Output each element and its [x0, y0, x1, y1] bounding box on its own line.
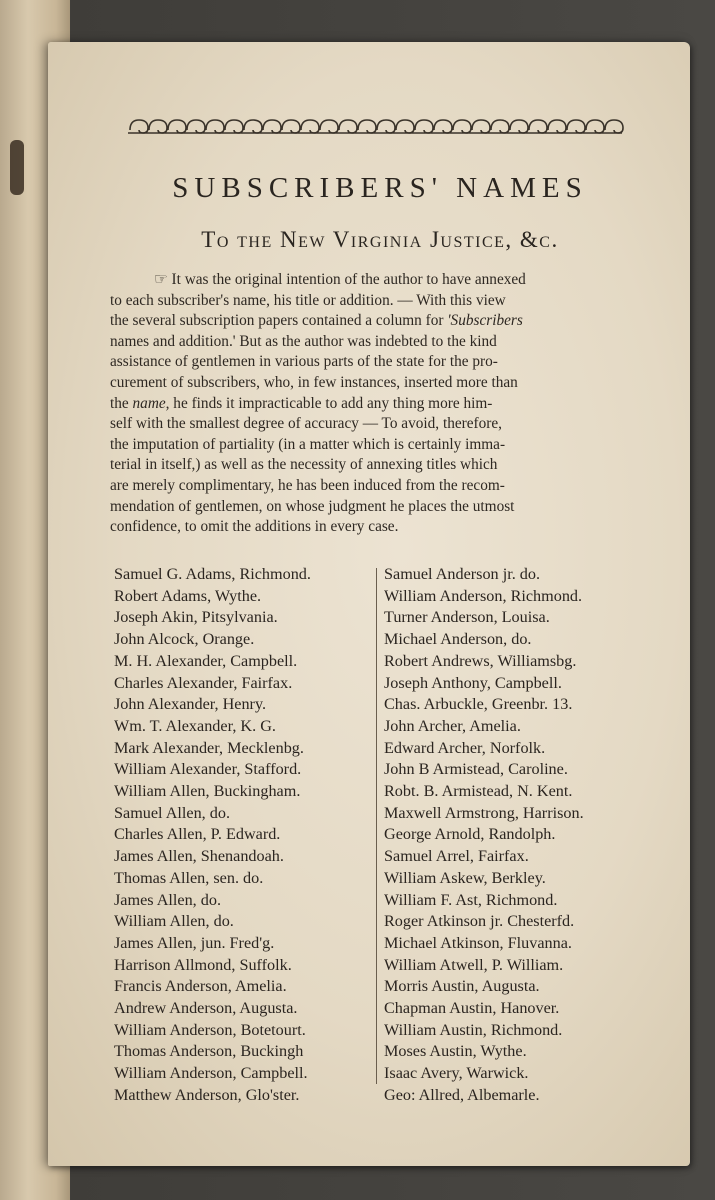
notice-line: the several subscription papers contained a column for 'Subscribers	[110, 312, 523, 330]
notice-line: the name, he finds it impracticable to add any thing more him-	[110, 394, 493, 412]
subscriber-column-left	[114, 564, 380, 1107]
ornament-scroll	[396, 120, 414, 133]
ornament-scroll	[282, 120, 300, 133]
column-divider	[376, 568, 377, 1084]
ornament-scroll	[263, 120, 281, 133]
subscriber-name: John B Armistead, Caroline.	[384, 760, 568, 779]
subscriber-name: Joseph Akin, Pitsylvania.	[114, 608, 278, 627]
notice-line: to each subscriber's name, his title or addition. — With this view	[110, 291, 506, 309]
subscriber-name: Robert Andrews, Williamsbg.	[384, 651, 577, 670]
ornament-scroll	[491, 120, 509, 133]
ornament-scroll	[586, 120, 604, 133]
notice-paragraph	[110, 270, 662, 538]
ornament-scroll	[529, 120, 547, 133]
notice-line: ☞ It was the original intention of the author to have annexed	[154, 271, 526, 288]
subscriber-name: Thomas Allen, sen. do.	[114, 868, 264, 887]
subscriber-name: Samuel Anderson jr. do.	[384, 565, 541, 583]
subscriber-name: Charles Allen, P. Edward.	[114, 825, 281, 844]
subscriber-name: Chas. Arbuckle, Greenbr. 13.	[384, 695, 573, 714]
subscriber-name: William Anderson, Richmond.	[384, 586, 583, 605]
subscriber-name: James Allen, Shenandoah.	[114, 847, 284, 866]
subscriber-name: William Anderson, Campbell.	[114, 1064, 308, 1083]
page-title: SUBSCRIBERS' NAMES	[172, 172, 588, 204]
subscriber-name: Thomas Anderson, Buckingh	[114, 1042, 304, 1061]
subscriber-name: Maxwell Armstrong, Harrison.	[384, 803, 584, 822]
subscriber-name: Roger Atkinson jr. Chesterfd.	[384, 912, 575, 931]
subscriber-name: Mark Alexander, Mecklenbg.	[114, 738, 304, 757]
notice-line: terial in itself,) as well as the necessity of annexing titles which	[110, 456, 498, 474]
subscriber-name: George Arnold, Randolph.	[384, 825, 556, 844]
subscriber-name: William Askew, Berkley.	[384, 868, 546, 887]
subscriber-name: Andrew Anderson, Augusta.	[114, 999, 298, 1018]
notice-line: mendation of gentlemen, on whose judgment he places the utmost	[110, 497, 515, 515]
ornament-scroll	[244, 120, 262, 133]
ornament-scroll	[605, 120, 623, 133]
subscriber-name: Joseph Anthony, Campbell.	[384, 673, 562, 692]
subscriber-name: Matthew Anderson, Glo'ster.	[114, 1085, 300, 1104]
subscriber-name: William Allen, Buckingham.	[114, 782, 301, 801]
ornament-scroll	[377, 120, 395, 133]
subscriber-name: Samuel G. Adams, Richmond.	[114, 565, 311, 583]
ornament-scroll	[206, 120, 224, 133]
subscriber-name: John Alexander, Henry.	[114, 695, 267, 714]
notice-line: the imputation of partiality (in a matter which is certainly imma-	[110, 435, 506, 453]
pointing-hand-icon: ☞	[154, 271, 168, 288]
subscriber-name: William Anderson, Botetourt.	[114, 1020, 306, 1039]
ornament-scroll	[510, 120, 528, 133]
subscriber-name: Harrison Allmond, Suffolk.	[114, 955, 292, 974]
subscriber-name: Francis Anderson, Amelia.	[114, 977, 287, 996]
book-page	[48, 42, 690, 1166]
notice-line: are merely complimentary, he has been induced from the recom-	[110, 476, 505, 494]
subscriber-name: James Allen, jun. Fred'g.	[114, 933, 275, 952]
ornament-scroll	[548, 120, 566, 133]
subscriber-name: John Archer, Amelia.	[384, 716, 521, 735]
ornament-scroll	[358, 120, 376, 133]
subscriber-name: John Alcock, Orange.	[114, 630, 255, 649]
subscriber-name: Edward Archer, Norfolk.	[384, 738, 546, 757]
subscriber-name: Chapman Austin, Hanover.	[384, 999, 560, 1018]
notice-line: names and addition.' But as the author was indebted to the kind	[110, 332, 497, 350]
subscriber-name: William Atwell, P. William.	[384, 955, 564, 974]
ornament-scroll	[472, 120, 490, 133]
ornament-scroll	[168, 120, 186, 133]
subscriber-name: Robert Adams, Wythe.	[114, 586, 262, 605]
ornament-scroll	[453, 120, 471, 133]
subscriber-name: William Austin, Richmond.	[384, 1020, 563, 1039]
subscriber-name: William Allen, do.	[114, 912, 234, 931]
subscriber-column-right	[384, 564, 674, 1107]
subscriber-name: Samuel Allen, do.	[114, 803, 230, 822]
ornament-scroll	[339, 120, 357, 133]
subscriber-name: Turner Anderson, Louisa.	[384, 608, 550, 627]
subscriber-name: James Allen, do.	[114, 890, 222, 909]
subscriber-lists	[114, 564, 674, 1104]
subscriber-name: Wm. T. Alexander, K. G.	[114, 716, 276, 735]
ornament-scroll	[187, 120, 205, 133]
ornament-border	[126, 114, 624, 136]
notice-line: self with the smallest degree of accuracy — To avoid, therefore,	[110, 415, 502, 433]
notice-line: curement of subscribers, who, in few instances, inserted more than	[110, 373, 518, 391]
subscriber-name: Samuel Arrel, Fairfax.	[384, 847, 529, 866]
ornament-scroll	[225, 120, 243, 133]
subscriber-name: Geo: Allred, Albemarle.	[384, 1085, 540, 1104]
ornament-scroll	[320, 120, 338, 133]
ornament-scroll	[149, 120, 167, 133]
ornament-scroll	[415, 120, 433, 133]
subscriber-name: William Alexander, Stafford.	[114, 760, 302, 779]
ink-mark	[10, 140, 24, 195]
ornament-scroll	[130, 120, 148, 133]
subscriber-name: Morris Austin, Augusta.	[384, 977, 540, 996]
notice-line: confidence, to omit the additions in every case.	[110, 518, 399, 536]
subscriber-name: M. H. Alexander, Campbell.	[114, 651, 298, 670]
subscriber-name: Michael Atkinson, Fluvanna.	[384, 933, 572, 952]
ornament-scroll	[301, 120, 319, 133]
notice-line: assistance of gentlemen in various parts of the state for the pro-	[110, 353, 498, 371]
subscriber-name: Moses Austin, Wythe.	[384, 1042, 527, 1061]
page-subtitle: To the New Virginia Justice, &c.	[201, 227, 559, 252]
subscriber-name: Isaac Avery, Warwick.	[384, 1064, 529, 1083]
subscriber-name: William F. Ast, Richmond.	[384, 890, 558, 909]
subscriber-name: Robt. B. Armistead, N. Kent.	[384, 782, 573, 801]
ornament-scroll	[567, 120, 585, 133]
subscriber-name: Michael Anderson, do.	[384, 630, 532, 649]
ornament-scroll	[434, 120, 452, 133]
subscriber-name: Charles Alexander, Fairfax.	[114, 673, 293, 692]
